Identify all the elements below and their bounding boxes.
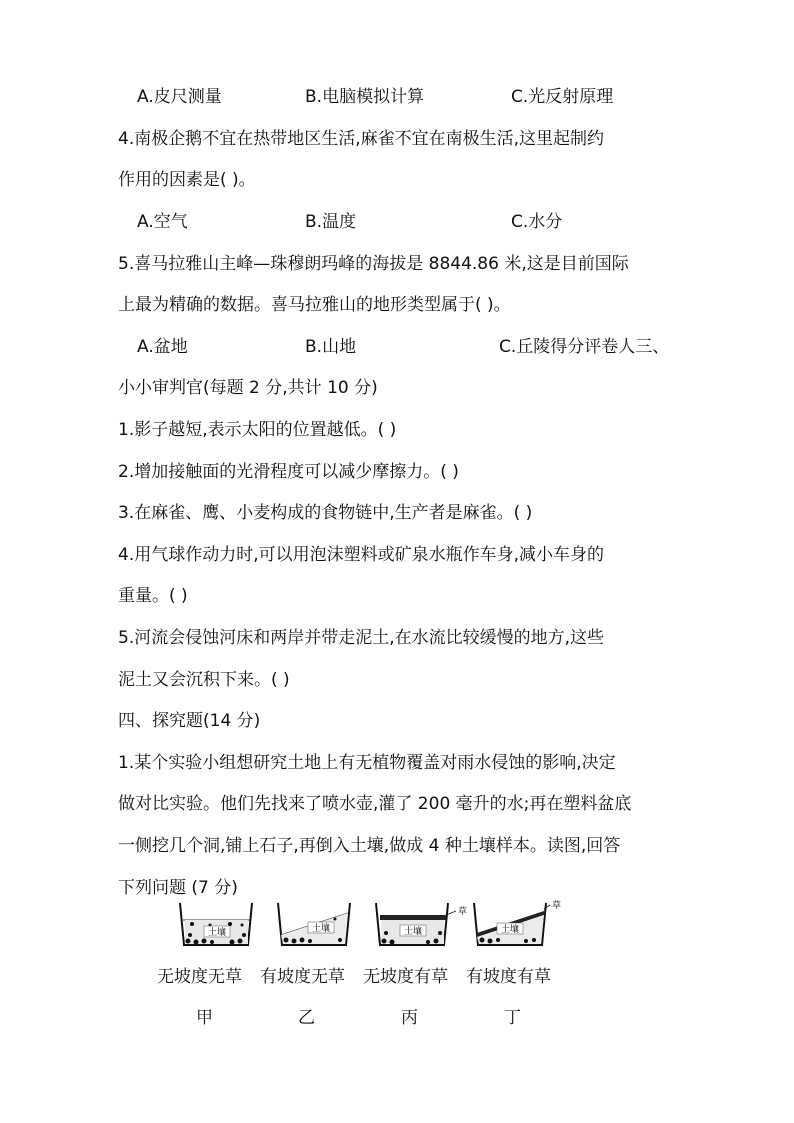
- q4-text-line2: 作用的因素是( )。: [118, 170, 256, 190]
- q3-option-a: A.皮尺测量: [137, 87, 222, 107]
- section3-item-5-line2: 泥土又会沉积下来。( ): [118, 670, 290, 690]
- q3-option-c: C.光反射原理: [511, 87, 614, 107]
- section3-title: 小小审判官(每题 2 分,共计 10 分): [118, 378, 378, 398]
- section3-item-4-line1: 4.用气球作动力时,可以用泡沫塑料或矿泉水瓶作车身,减小车身的: [118, 545, 605, 565]
- section3-item-3: 3.在麻雀、鹰、小麦构成的食物链中,生产者是麻雀。( ): [118, 503, 533, 523]
- q4-option-c: C.水分: [511, 212, 563, 232]
- q4-option-a: A.空气: [137, 212, 188, 232]
- name-jia: 甲: [196, 1008, 213, 1028]
- name-bing: 丙: [401, 1008, 418, 1028]
- sample-ding-container: [474, 899, 561, 945]
- caption-ding: 有坡度有草: [466, 967, 551, 987]
- sample-bing-grass-label: 草: [458, 907, 468, 917]
- sample-jia-soil-label: 土壤: [207, 928, 227, 938]
- q3-option-b: B.电脑模拟计算: [305, 87, 425, 107]
- section4-line4: 下列问题 (7 分): [118, 878, 238, 898]
- section4-line3: 一侧挖几个洞,铺上石子,再倒入土壤,做成 4 种土壤样本。读图,回答: [118, 836, 621, 856]
- sample-yi-soil-label: 土壤: [311, 924, 331, 934]
- section3-item-2: 2.增加接触面的光滑程度可以减少摩擦力。( ): [118, 462, 459, 482]
- sample-bing-container: [376, 903, 467, 945]
- section4-title: 四、探究题(14 分): [118, 711, 261, 731]
- section3-item-5-line1: 5.河流会侵蚀河床和两岸并带走泥土,在水流比较缓慢的地方,这些: [118, 628, 605, 648]
- q4-text-line1: 4.南极企鹅不宜在热带地区生活,麻雀不宜在南极生活,这里起制约: [118, 129, 605, 149]
- q5-option-b: B.山地: [305, 337, 357, 357]
- caption-jia: 无坡度无草: [157, 967, 242, 987]
- q5-option-a: A.盆地: [137, 337, 188, 357]
- name-ding: 丁: [504, 1008, 521, 1028]
- section3-item-1: 1.影子越短,表示太阳的位置越低。( ): [118, 420, 397, 440]
- section4-line2: 做对比实验。他们先找来了喷水壶,灌了 200 毫升的水;再在塑料盆底: [118, 794, 632, 814]
- sample-ding-grass-label: 草: [552, 901, 562, 911]
- q4-option-b: B.温度: [305, 212, 357, 232]
- name-yi: 乙: [298, 1008, 315, 1028]
- caption-yi: 有坡度无草: [260, 967, 345, 987]
- sample-jia-container: [180, 903, 252, 945]
- sample-yi-container: [278, 903, 350, 945]
- section4-line1: 1.某个实验小组想研究土地上有无植物覆盖对雨水侵蚀的影响,决定: [118, 753, 616, 773]
- q5-text-line1: 5.喜马拉雅山主峰—珠穆朗玛峰的海拔是 8844.86 米,这是目前国际: [118, 254, 629, 274]
- soil-samples-figure: [170, 895, 570, 955]
- q5-option-c: C.丘陵得分评卷人三、: [499, 337, 670, 357]
- caption-bing: 无坡度有草: [363, 967, 448, 987]
- q5-text-line2: 上最为精确的数据。喜马拉雅山的地形类型属于( )。: [118, 295, 511, 315]
- sample-bing-soil-label: 土壤: [403, 927, 423, 937]
- section3-item-4-line2: 重量。( ): [118, 586, 188, 606]
- sample-ding-soil-label: 土壤: [500, 925, 520, 935]
